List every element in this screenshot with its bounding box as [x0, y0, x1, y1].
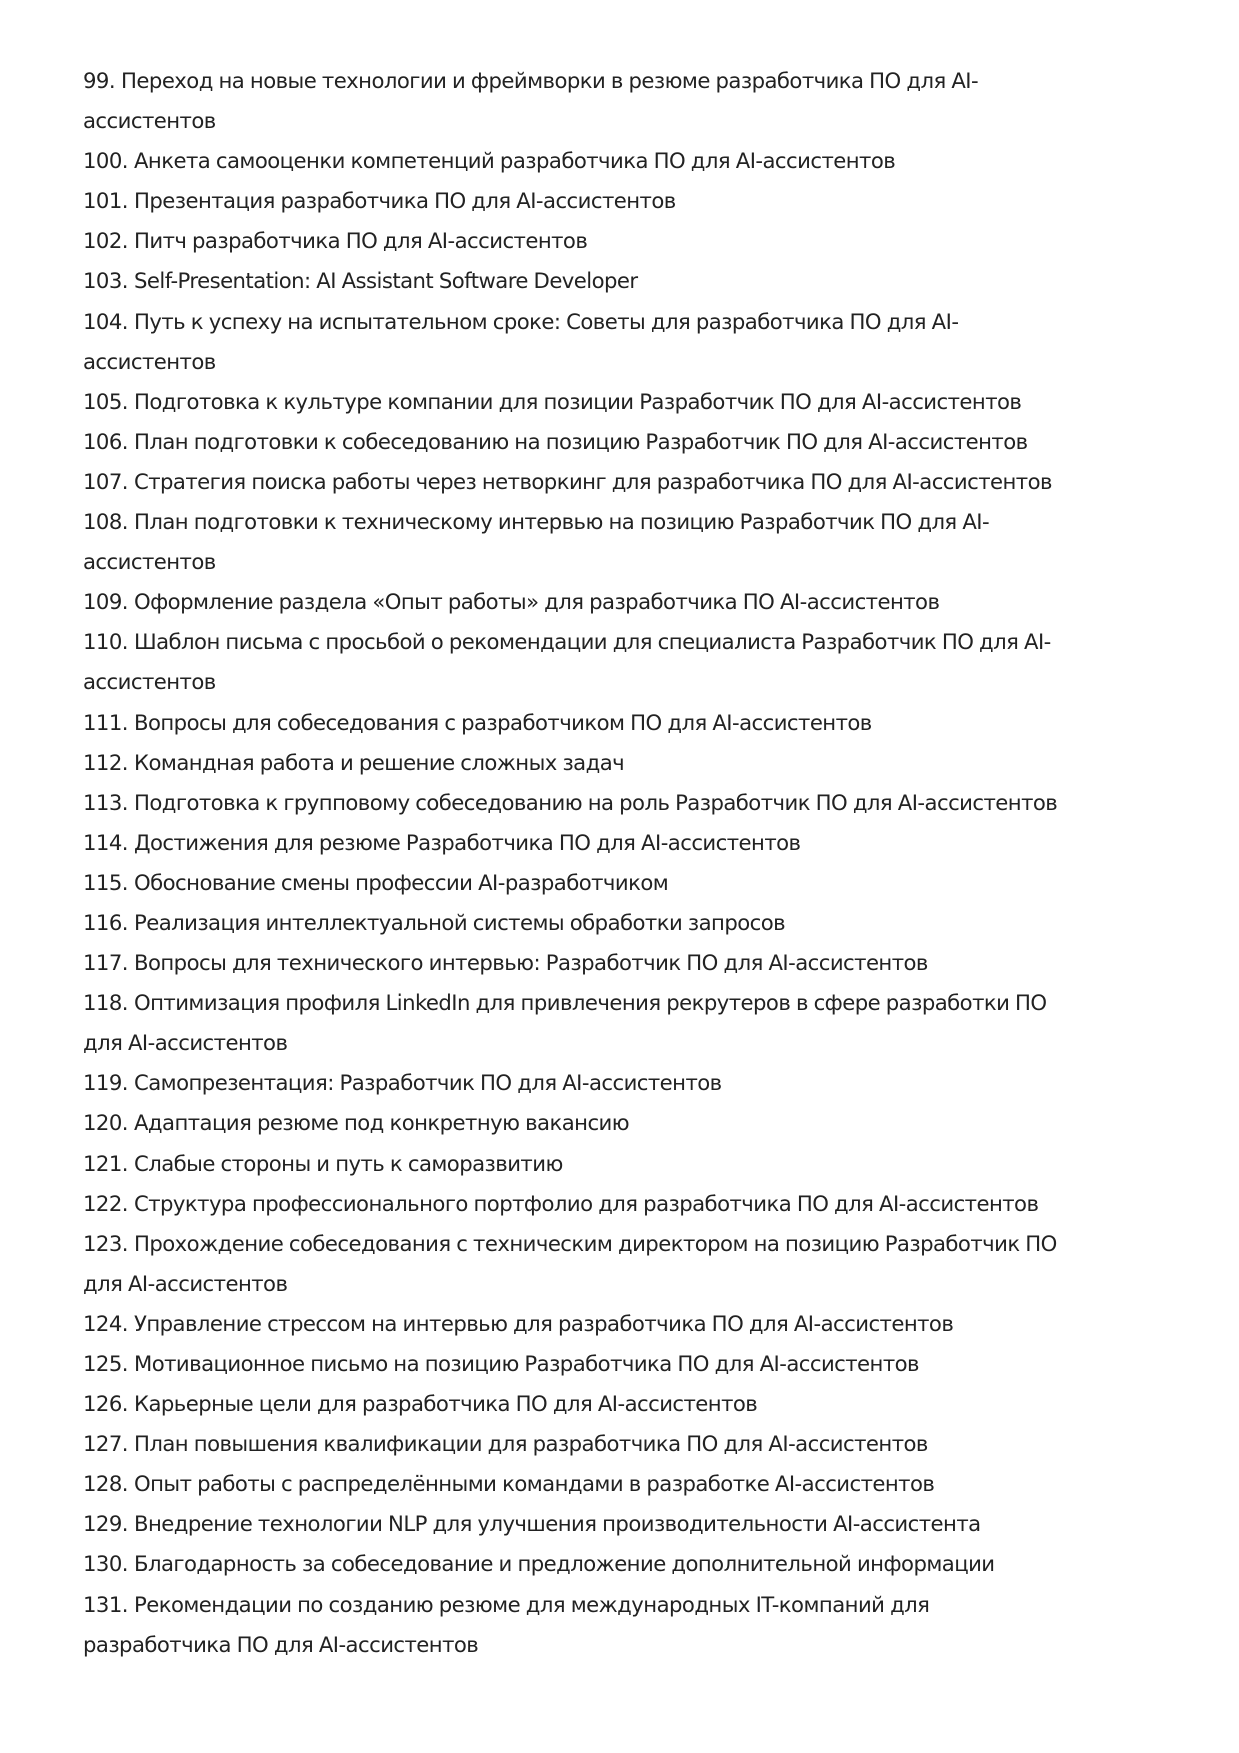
item-number: 109.	[83, 589, 128, 615]
list-item	[83, 1544, 1163, 1584]
item-text: План повышения квалификации для разработчика ПО для AI-ассистентов	[133, 1431, 928, 1457]
item-number: 115.	[83, 869, 128, 895]
item-number: 111.	[83, 709, 128, 735]
item-number: 123.	[83, 1230, 128, 1256]
item-text: Переход на новые технологии и фреймворки в резюме разработчика ПО для AI-	[121, 68, 979, 93]
item-text: Внедрение технологии NLP для улучшения производительности AI-ассистента	[133, 1511, 981, 1537]
item-number: 107.	[83, 468, 128, 494]
list-item	[83, 823, 1163, 863]
item-text: План подготовки к собеседованию на позицию Разработчик ПО для AI-ассистентов	[133, 428, 1028, 454]
item-text: Подготовка к культуре компании для позиции Разработчик ПО для AI-ассистентов	[133, 388, 1022, 414]
item-number: 102.	[83, 228, 128, 254]
item-text: Питч разработчика ПО для AI-ассистентов	[133, 228, 588, 254]
item-text: Рекомендации по созданию резюме для международных IT-компаний для	[133, 1591, 930, 1617]
item-text: Обоснование смены профессии AI-разработчиком	[133, 869, 669, 895]
item-number: 125.	[83, 1351, 128, 1376]
item-text: Реализация интеллектуальной системы обработки запросов	[133, 909, 786, 935]
list-item	[83, 783, 1163, 823]
item-number: 108.	[83, 509, 128, 535]
item-number: 124.	[83, 1310, 128, 1336]
list-item	[83, 1504, 1163, 1544]
list-item	[83, 502, 1163, 582]
item-text: Стратегия поиска работы через нетворкинг для разработчика ПО для AI-ассистентов	[133, 468, 1052, 494]
item-text-continuation: разработчика ПО для AI-ассистентов	[83, 1631, 479, 1657]
item-number: 127.	[83, 1431, 128, 1457]
item-text: Достижения для резюме Разработчика ПО для AI-ассистентов	[133, 829, 801, 855]
item-number: 121.	[83, 1150, 128, 1176]
list-item	[83, 1464, 1163, 1504]
item-number: 130.	[83, 1551, 128, 1577]
item-number: 129.	[83, 1511, 128, 1537]
item-number: 117.	[83, 950, 128, 976]
item-number: 104.	[83, 308, 128, 334]
list-item	[83, 1384, 1163, 1424]
item-text: Подготовка к групповому собеседованию на роль Разработчик ПО для AI-ассистентов	[133, 789, 1058, 815]
list-item	[83, 1344, 1163, 1384]
list-item	[83, 382, 1163, 422]
item-number: 112.	[83, 749, 128, 775]
list-item	[83, 141, 1163, 181]
item-number: 99.	[83, 68, 116, 93]
list-item	[83, 703, 1163, 743]
item-text: Адаптация резюме под конкретную вакансию	[133, 1110, 630, 1136]
list-item	[83, 983, 1163, 1063]
item-number: 131.	[83, 1591, 128, 1617]
item-text-continuation: ассистентов	[83, 549, 216, 575]
list-item	[83, 1184, 1163, 1224]
item-text: Прохождение собеседования с техническим директором на позицию Разработчик ПО	[133, 1230, 1057, 1256]
list-item	[83, 61, 1163, 141]
list-item	[83, 622, 1163, 702]
item-text-continuation: ассистентов	[83, 348, 216, 374]
item-number: 116.	[83, 909, 128, 935]
item-text: Карьерные цели для разработчика ПО для AI-ассистентов	[133, 1391, 758, 1417]
item-number: 105.	[83, 388, 128, 414]
item-text: Оптимизация профиля LinkedIn для привлечения рекрутеров в сфере разработки ПО	[133, 990, 1047, 1016]
list-item	[83, 1585, 1163, 1665]
item-text: Шаблон письма с просьбой о рекомендации для специалиста Разработчик ПО для AI-	[133, 629, 1051, 655]
list-item	[83, 903, 1163, 943]
document-page	[83, 61, 1163, 1665]
item-text: Самопрезентация: Разработчик ПО для AI-ассистентов	[133, 1070, 722, 1096]
list-item	[83, 582, 1163, 622]
item-number: 120.	[83, 1110, 128, 1136]
item-text-continuation: ассистентов	[83, 669, 216, 695]
item-text: Вопросы для собеседования с разработчиком ПО для AI-ассистентов	[133, 709, 872, 735]
list-item	[83, 261, 1163, 301]
list-item	[83, 743, 1163, 783]
list-item	[83, 422, 1163, 462]
item-text: План подготовки к техническому интервью на позицию Разработчик ПО для AI-	[133, 509, 990, 535]
item-number: 106.	[83, 428, 128, 454]
list-item	[83, 1063, 1163, 1103]
list-item	[83, 302, 1163, 382]
list-item	[83, 181, 1163, 221]
item-number: 126.	[83, 1391, 128, 1417]
item-text: Структура профессионального портфолио для разработчика ПО для AI-ассистентов	[133, 1190, 1039, 1216]
item-number: 118.	[83, 990, 128, 1016]
list-item	[83, 462, 1163, 502]
item-text: Путь к успеху на испытательном сроке: Советы для разработчика ПО для AI-	[133, 308, 959, 334]
item-text: Презентация разработчика ПО для AI-ассистентов	[133, 188, 676, 214]
list-item	[83, 1224, 1163, 1304]
item-number: 101.	[83, 188, 128, 214]
item-text: Мотивационное письмо на позицию Разработчика ПО для AI-ассистентов	[133, 1351, 919, 1376]
item-number: 103.	[83, 268, 128, 294]
list-item	[83, 1424, 1163, 1464]
item-text: Командная работа и решение сложных задач	[133, 749, 625, 775]
list-item	[83, 943, 1163, 983]
item-number: 110.	[83, 629, 128, 655]
list-item	[83, 1304, 1163, 1344]
item-text: Слабые стороны и путь к саморазвитию	[133, 1150, 563, 1176]
item-text: Опыт работы с распределёнными командами в разработке AI-ассистентов	[133, 1471, 935, 1497]
list-item	[83, 863, 1163, 903]
item-text: Благодарность за собеседование и предложение дополнительной информации	[133, 1551, 995, 1577]
list-item	[83, 1103, 1163, 1143]
list-item	[83, 221, 1163, 261]
item-text-continuation: для AI-ассистентов	[83, 1270, 288, 1296]
list-item	[83, 1144, 1163, 1184]
item-text-continuation: для AI-ассистентов	[83, 1030, 288, 1056]
item-number: 114.	[83, 829, 128, 855]
item-number: 119.	[83, 1070, 128, 1096]
item-number: 128.	[83, 1471, 128, 1497]
item-number: 113.	[83, 789, 128, 815]
item-number: 122.	[83, 1190, 128, 1216]
item-number: 100.	[83, 148, 128, 174]
item-text: Вопросы для технического интервью: Разработчик ПО для AI-ассистентов	[133, 950, 928, 976]
item-text-continuation: ассистентов	[83, 108, 216, 134]
item-text: Анкета самооценки компетенций разработчика ПО для AI-ассистентов	[133, 148, 896, 174]
item-text: Self-Presentation: AI Assistant Software Developer	[133, 268, 638, 294]
item-text: Управление стрессом на интервью для разработчика ПО для AI-ассистентов	[133, 1310, 954, 1336]
item-text: Оформление раздела «Опыт работы» для разработчика ПО AI-ассистентов	[133, 589, 940, 615]
